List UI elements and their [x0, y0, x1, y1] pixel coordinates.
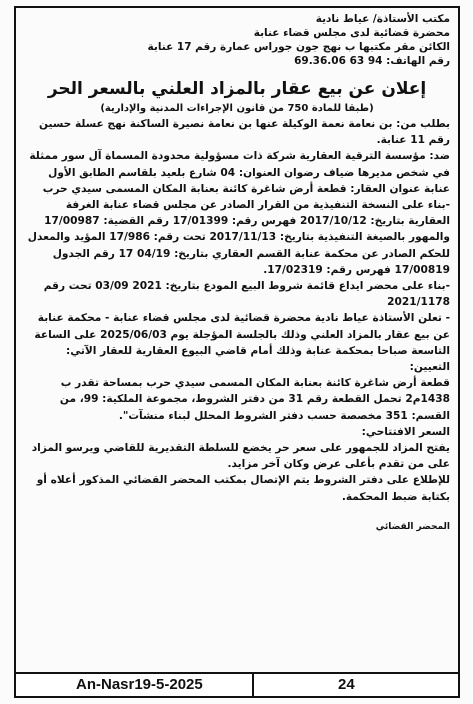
- notice-body: [24, 116, 450, 535]
- opening-price-paragraph: يفتح المزاد للجمهور على سعر حر يخضع للسلطة التقديرية للقاضي ويرسو المزاد على من تقدم بأعلى عرض وكان آخر مزايد.: [31, 442, 450, 471]
- conditions-filing-paragraph: -بناء على محضر ايداع قائمة شروط البيع المودع بتاريخ: 2021 03/09 تحت رقم 2021/1178: [43, 280, 450, 309]
- office-phone: رقم الهاتف: 94 63 69.36.06: [294, 55, 450, 67]
- notice-subtitle: (طبقا للمادة 750 من قانون الإجراءات المدنية والإدارية): [100, 103, 374, 114]
- property-description-paragraph: قطعة أرض شاغرة كائنة بعنابة المكان المسمى سيدي حرب بمساحة تقدر ب 1438م2 تحمل القطعة رقم 31 من دفتر الشروط، مجموعة الملكية: 99، من القسم: 351 مخصصة حسب دفتر الشروط المحلل لبناء منشآت".: [59, 377, 450, 422]
- court-decision-paragraph: -بناء على النسخة التنفيذية من القرار الصادر عن مجلس قضاء عنابة الغرفة العقارية بتاريخ: 2017/10/12 فهرس رقم: 17/01399 رقم القضية: 17/00987 والمهور بالصيغة التنفيذية بتاريخ: 2017/11/13 تحت رقم: 17/986 المؤيد والمعدل للحكم الصادر عن محكمة عنابة القسم العقاري بتاريخ: 04/19 17 رقم الجدول 17/00819 فهرس رقم: 17/02319.: [27, 199, 450, 276]
- office-address: الكائن مقر مكتبها ب نهج جون جوراس عمارة رقم 17 عنابة: [147, 41, 450, 53]
- requester-paragraph: بطلب من: بن نعامة نعمة الوكيلة عنها بن نعامة نصيرة الساكنة نهج عسلة حسين رقم 11 عنابة.: [39, 118, 450, 147]
- publication-date: An-Nasr19-5-2025: [76, 676, 203, 693]
- bailiff-office-header: [24, 12, 450, 68]
- page-number: 24: [338, 676, 355, 693]
- auction-announcement-paragraph: - تعلن الأستاذة عياط نادية محضرة قضائية لدى مجلس قضاء عنابة - محكمة عنابة عن بيع عقار بالمزاد العلني وذلك بالجلسة المؤجلة يوم 2025/06/03 على الساعة التاسعة صباحا بمحكمة عنابة وذلك أمام قاضي البيوع العقارية للعقار الآتي:: [34, 312, 450, 357]
- office-name: مكتب الأستاذة/ عياط نادية: [315, 13, 450, 25]
- notice-title: إعلان عن بيع عقار بالمزاد العلني بالسعر الحر: [47, 79, 427, 99]
- footer-divider: [252, 674, 254, 696]
- defendant-paragraph: ضد: مؤسسة الترقية العقارية شركة ذات مسؤولية محدودة المسماة آل سور ممثلة في شخص مديرها ضياف رضوان العنوان: 04 شارع بلعيد بلقاسم الطابق الأول عنابة عنوان العقار: قطعة أرض شاغرة كائنة بعنابة المكان المسمى سيدي حرب: [29, 150, 450, 195]
- office-role: محضرة قضائية لدى مجلس قضاء عنابة: [253, 27, 450, 39]
- page-footer: [14, 674, 460, 698]
- opening-price-heading: السعر الافتتاحي:: [361, 425, 450, 438]
- contact-paragraph: للإطلاع على دفتر الشروط يتم الإتصال بمكتب المحضر القضائي المذكور أعلاه أو بكتابة ضبط المحكمة.: [36, 474, 450, 503]
- signer-label: المحضر القضائي: [375, 521, 450, 532]
- legal-notice: [14, 6, 460, 674]
- designation-heading: التعيين:: [409, 361, 450, 374]
